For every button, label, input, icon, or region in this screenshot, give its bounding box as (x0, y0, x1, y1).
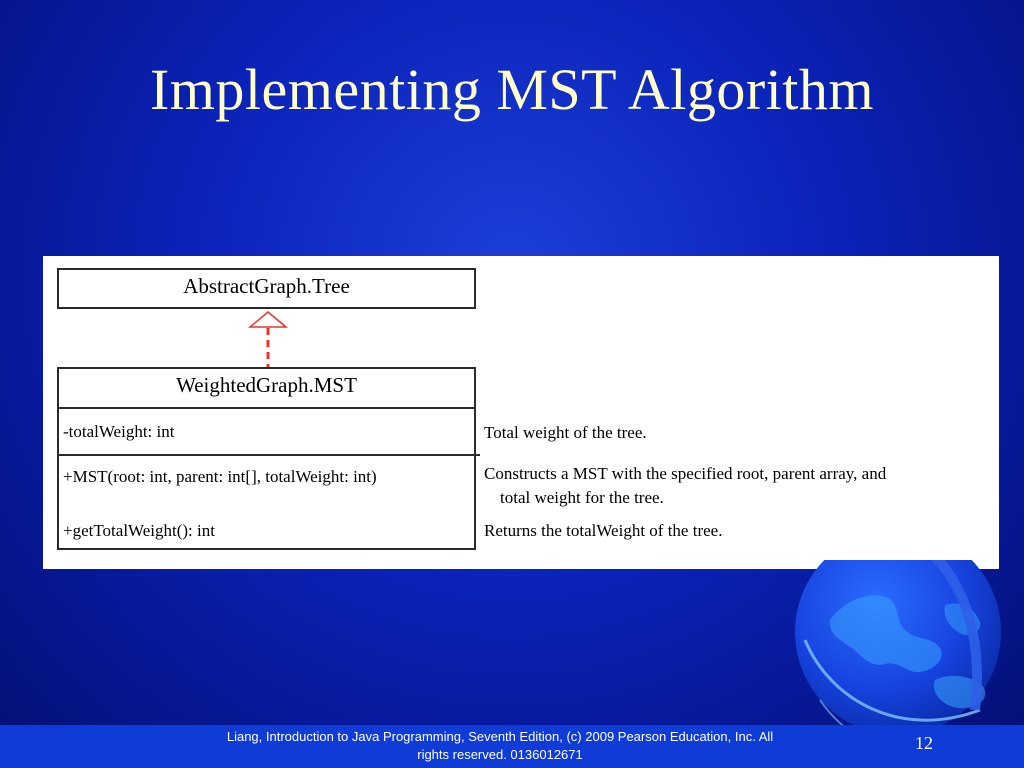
method-get-total-weight-description: Returns the totalWeight of the tree. (484, 521, 723, 540)
slide-title: Implementing MST Algorithm (149, 57, 875, 122)
class-section-divider-bottom (59, 454, 480, 456)
parent-class-name: AbstractGraph.Tree (183, 274, 350, 298)
method-mst-constructor: +MST(root: int, parent: int[], totalWeight: int) (63, 467, 377, 486)
realization-arrow (243, 309, 303, 369)
copyright-line-2: rights reserved. 0136012671 (417, 747, 583, 762)
class-section-divider-top (59, 407, 476, 409)
method-mst-description-line1: Constructs a MST with the specified root, parent array, and (484, 464, 887, 483)
method-mst-description-line2: total weight for the tree. (500, 488, 664, 507)
field-total-weight-description: Total weight of the tree. (484, 423, 647, 442)
copyright-footer (200, 728, 800, 764)
arrow-head-triangle (250, 312, 286, 327)
child-class-name: WeightedGraph.MST (176, 373, 357, 397)
method-get-total-weight: +getTotalWeight(): int (63, 521, 215, 540)
uml-diagram-panel (43, 256, 999, 569)
copyright-line-1: Liang, Introduction to Java Programming, Seventh Edition, (c) 2009 Pearson Education, Inc. All (226, 729, 774, 744)
field-total-weight: -totalWeight: int (63, 422, 175, 441)
child-class-box (57, 367, 476, 550)
page-number: 12 (915, 733, 933, 753)
parent-class-box (57, 268, 476, 309)
